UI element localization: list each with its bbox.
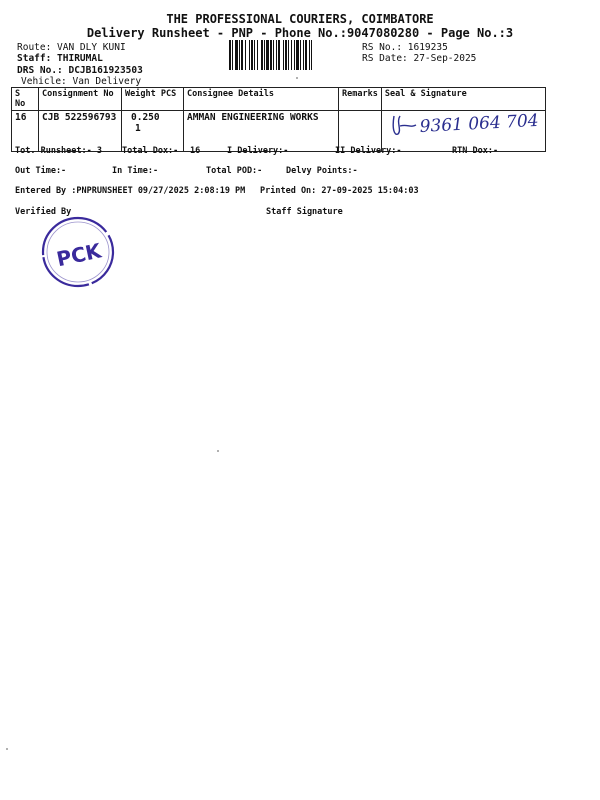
scan-speck bbox=[217, 450, 219, 452]
total-dox-value: 16 bbox=[190, 146, 201, 156]
barcode-bar bbox=[229, 40, 231, 70]
entered-by: Entered By :PNPRUNSHEET 09/27/2025 2:08:19 PM bbox=[15, 186, 246, 196]
cell-pcs: 1 bbox=[135, 123, 141, 134]
rs-date: RS Date: 27-Sep-2025 bbox=[362, 53, 477, 64]
barcode-bar bbox=[288, 40, 289, 70]
col-consignment: Consignment No bbox=[39, 88, 122, 111]
col-weight-pcs bbox=[122, 88, 184, 111]
barcode-bar bbox=[303, 40, 304, 70]
barcode-bar bbox=[251, 40, 253, 70]
barcode-bar bbox=[245, 40, 246, 70]
col-remarks: Remarks bbox=[339, 88, 382, 111]
route-label: Route: VAN DLY KUNI bbox=[17, 42, 126, 53]
barcode-bar bbox=[305, 40, 307, 70]
col-consignee: Consignee Details bbox=[184, 88, 339, 111]
barcode-bar bbox=[235, 40, 238, 70]
tot-runsheet: Tot. Runsheet:- 3 bbox=[15, 146, 102, 156]
scan-speck bbox=[296, 77, 298, 79]
barcode-bar bbox=[291, 40, 292, 70]
col-pcs: PCS bbox=[160, 89, 177, 99]
col-signature: Seal & Signature bbox=[381, 88, 545, 111]
total-dox-label: Total Dox:- bbox=[122, 146, 179, 156]
col-sno: S No bbox=[12, 88, 39, 111]
barcode-bar bbox=[239, 40, 240, 70]
barcode-bar bbox=[300, 40, 301, 70]
delvy-points: Delvy Points:- bbox=[286, 166, 358, 176]
barcode-bar bbox=[261, 40, 263, 70]
handwritten-signature bbox=[388, 108, 558, 142]
in-time: In Time:- bbox=[112, 166, 159, 176]
runsheet-subtitle: Delivery Runsheet - PNP - Phone No.:9047080280 - Page No.:3 bbox=[86, 26, 514, 40]
staff-signature-label: Staff Signature bbox=[266, 207, 343, 217]
scan-speck bbox=[6, 748, 8, 750]
barcode-bar bbox=[264, 40, 265, 70]
barcode-bar bbox=[278, 40, 280, 70]
barcode-bar bbox=[257, 40, 258, 70]
i-delivery: I Delivery:- bbox=[227, 146, 289, 156]
verified-by: Verified By bbox=[15, 207, 72, 217]
cell-consignment: CJB 522596793 bbox=[39, 111, 122, 152]
pck-stamp bbox=[38, 213, 120, 291]
barcode-bar bbox=[309, 40, 310, 70]
rtn-dox: RTN Dox:- bbox=[452, 146, 499, 156]
drs-number: DRS No.: DCJB161923503 bbox=[17, 65, 143, 76]
barcode-bar bbox=[283, 40, 284, 70]
barcode-bar bbox=[311, 40, 312, 70]
barcode-bar bbox=[270, 40, 272, 70]
vehicle-label: Vehicle: Van Delivery bbox=[21, 76, 142, 87]
barcode-bar bbox=[232, 40, 233, 70]
cell-weight: 0.250 bbox=[131, 112, 160, 123]
total-pod: Total POD:- bbox=[206, 166, 263, 176]
barcode-bar bbox=[266, 40, 269, 70]
barcode-bar bbox=[276, 40, 277, 70]
barcode-image bbox=[229, 40, 358, 70]
signature-phone-number: 9361 064 704 bbox=[419, 110, 540, 137]
cell-consignee: AMMAN ENGINEERING WORKS bbox=[184, 111, 339, 152]
barcode-bar bbox=[249, 40, 250, 70]
barcode-bar bbox=[241, 40, 243, 70]
company-title: THE PROFESSIONAL COURIERS, COIMBATORE bbox=[166, 12, 434, 26]
barcode-bar bbox=[294, 40, 295, 70]
barcode-bar bbox=[254, 40, 255, 70]
col-weight: Weight bbox=[125, 89, 156, 99]
barcode-bar bbox=[296, 40, 299, 70]
cell-sno: 16 bbox=[12, 111, 39, 152]
stamp-text: PCK bbox=[54, 238, 104, 272]
barcode-bar bbox=[285, 40, 287, 70]
barcode-bar bbox=[273, 40, 274, 70]
out-time: Out Time:- bbox=[15, 166, 67, 176]
printed-on: Printed On: 27-09-2025 15:04:03 bbox=[260, 186, 419, 196]
rs-number: RS No.: 1619235 bbox=[362, 42, 448, 53]
ii-delivery: II Delivery:- bbox=[335, 146, 402, 156]
staff-label: Staff: THIRUMAL bbox=[17, 53, 103, 64]
